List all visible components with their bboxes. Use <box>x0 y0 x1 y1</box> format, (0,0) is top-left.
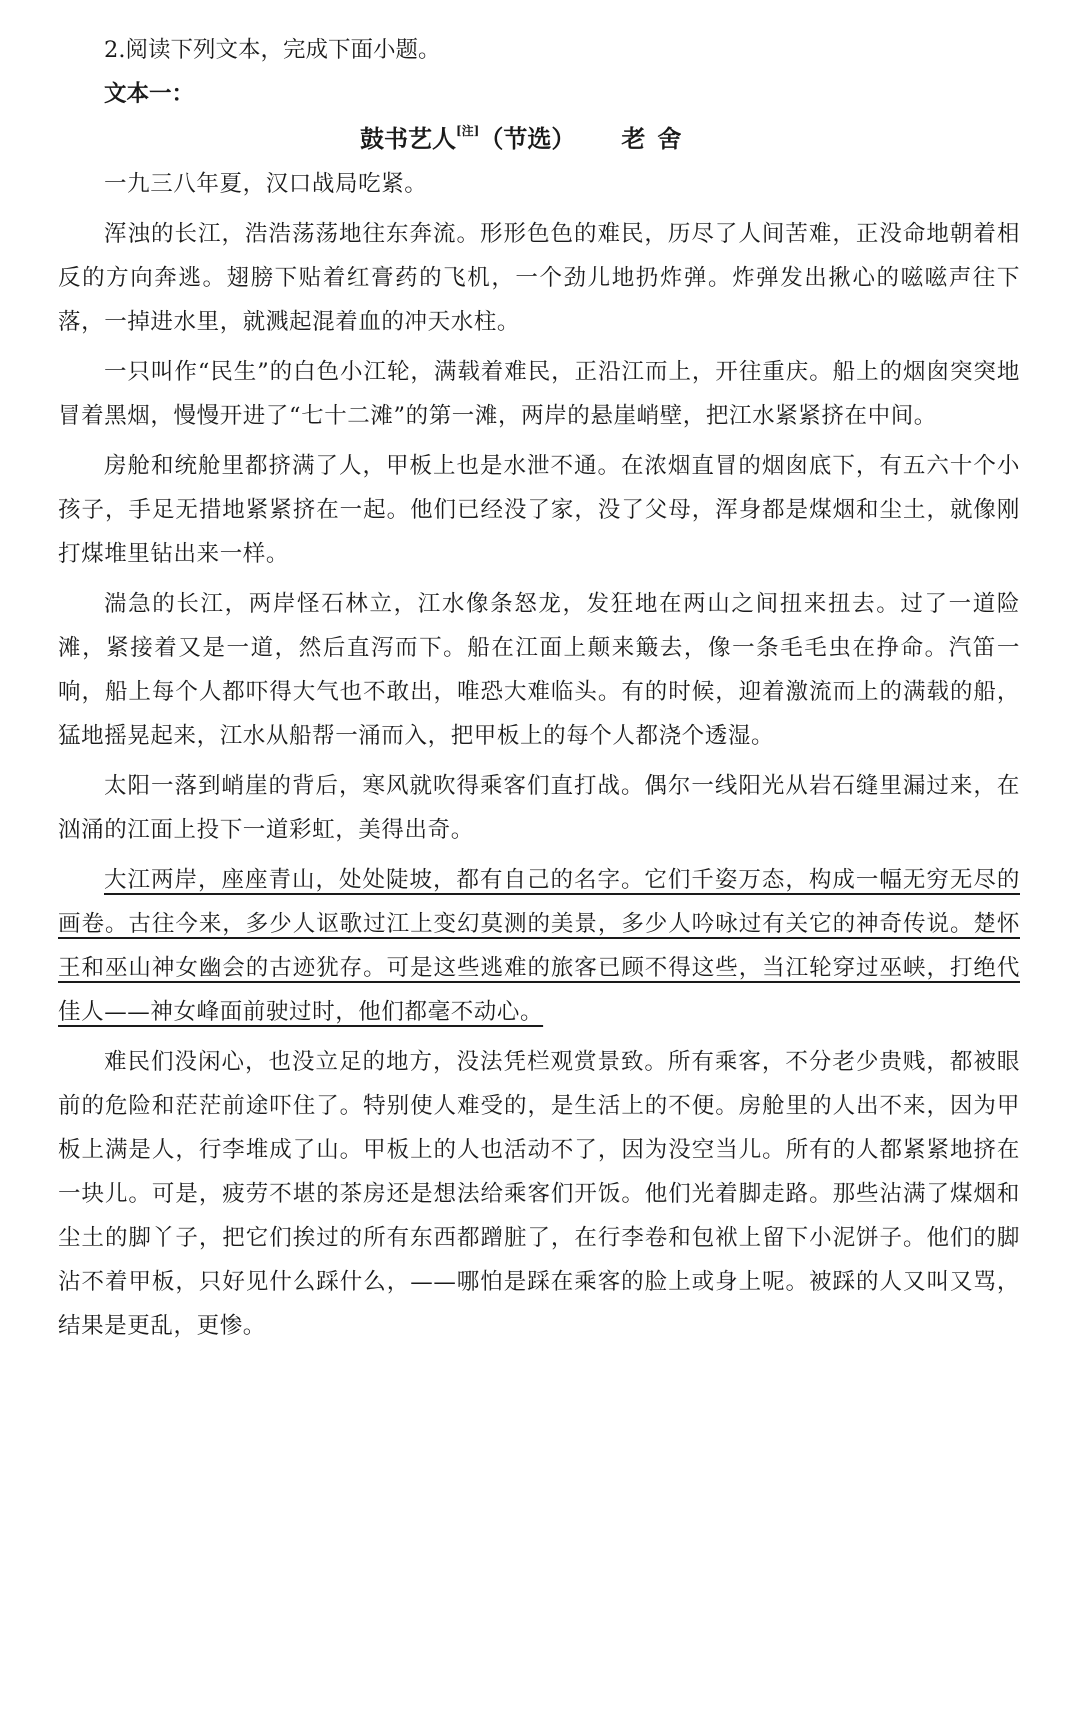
paragraph-7-underlined <box>58 858 1020 1034</box>
paragraph-6: 太阳一落到峭崖的背后，寒风就吹得乘客们直打战。偶尔一线阳光从岩石缝里漏过来，在汹涌的江面上投下一道彩虹，美得出奇。 <box>58 773 1020 843</box>
document-page <box>58 28 1020 1348</box>
title-note-mark: [注] <box>456 124 480 138</box>
paragraph-5: 湍急的长江，两岸怪石林立，江水像条怒龙，发狂地在两山之间扭来扭去。过了一道险滩，紧接着又是一道，然后直泻而下。船在江面上颠来簸去，像一条毛毛虫在挣命。汽笛一响，船上每个人都吓得大气也不敢出，唯恐大难临头。有的时候，迎着激流而上的满载的船，猛地摇晃起来，江水从船帮一涌而入，把甲板上的每个人都浇个透湿。 <box>58 591 1020 749</box>
question-prompt: 2.阅读下列文本，完成下面小题。 <box>104 37 441 63</box>
paragraph-1: 一九三八年夏，汉口战局吃紧。 <box>104 171 428 197</box>
underlined-passage: 大江两岸，座座青山，处处陡坡，都有自己的名字。它们千姿万态，构成一幅无穷无尽的画卷。古往今来，多少人讴歌过江上变幻莫测的美景，多少人吟咏过有关它的神奇传说。楚怀王和巫山神女幽会的古迹犹存。可是这些逃难的旅客已顾不得这些，当江轮穿过巫峡，打绝代佳人——神女峰面前驶过时，他们都毫不动心。 <box>58 867 1020 1025</box>
text-label: 文本一： <box>104 81 195 107</box>
article-title <box>58 116 1020 162</box>
title-author: 老舍 <box>621 124 694 153</box>
title-main: 鼓书艺人 <box>360 124 456 153</box>
title-suffix: （节选） <box>479 124 576 153</box>
paragraph-8: 难民们没闲心，也没立足的地方，没法凭栏观赏景致。所有乘客，不分老少贵贱，都被眼前的危险和茫茫前途吓住了。特别使人难受的，是生活上的不便。房舱里的人出不来，因为甲板上满是人，行李堆成了山。甲板上的人也活动不了，因为没空当儿。所有的人都紧紧地挤在一块儿。可是，疲劳不堪的茶房还是想法给乘客们开饭。他们光着脚走路。那些沾满了煤烟和尘土的脚丫子，把它们挨过的所有东西都蹭脏了，在行李卷和包袱上留下小泥饼子。他们的脚沾不着甲板，只好见什么踩什么，——哪怕是踩在乘客的脸上或身上呢。被踩的人又叫又骂，结果是更乱，更惨。 <box>58 1049 1020 1339</box>
paragraph-3: 一只叫作“民生”的白色小江轮，满载着难民，正沿江而上，开往重庆。船上的烟囱突突地冒着黑烟，慢慢开进了“七十二滩”的第一滩，两岸的悬崖峭壁，把江水紧紧挤在中间。 <box>58 359 1020 429</box>
paragraph-4: 房舱和统舱里都挤满了人，甲板上也是水泄不通。在浓烟直冒的烟囱底下，有五六十个小孩子，手足无措地紧紧挤在一起。他们已经没了家，没了父母，浑身都是煤烟和尘土，就像刚打煤堆里钻出来一样。 <box>58 453 1020 567</box>
paragraph-2: 浑浊的长江，浩浩荡荡地往东奔流。形形色色的难民，历尽了人间苦难，正没命地朝着相反的方向奔逃。翅膀下贴着红膏药的飞机，一个劲儿地扔炸弹。炸弹发出揪心的嗞嗞声往下落，一掉进水里，就溅起混着血的冲天水柱。 <box>58 221 1020 335</box>
